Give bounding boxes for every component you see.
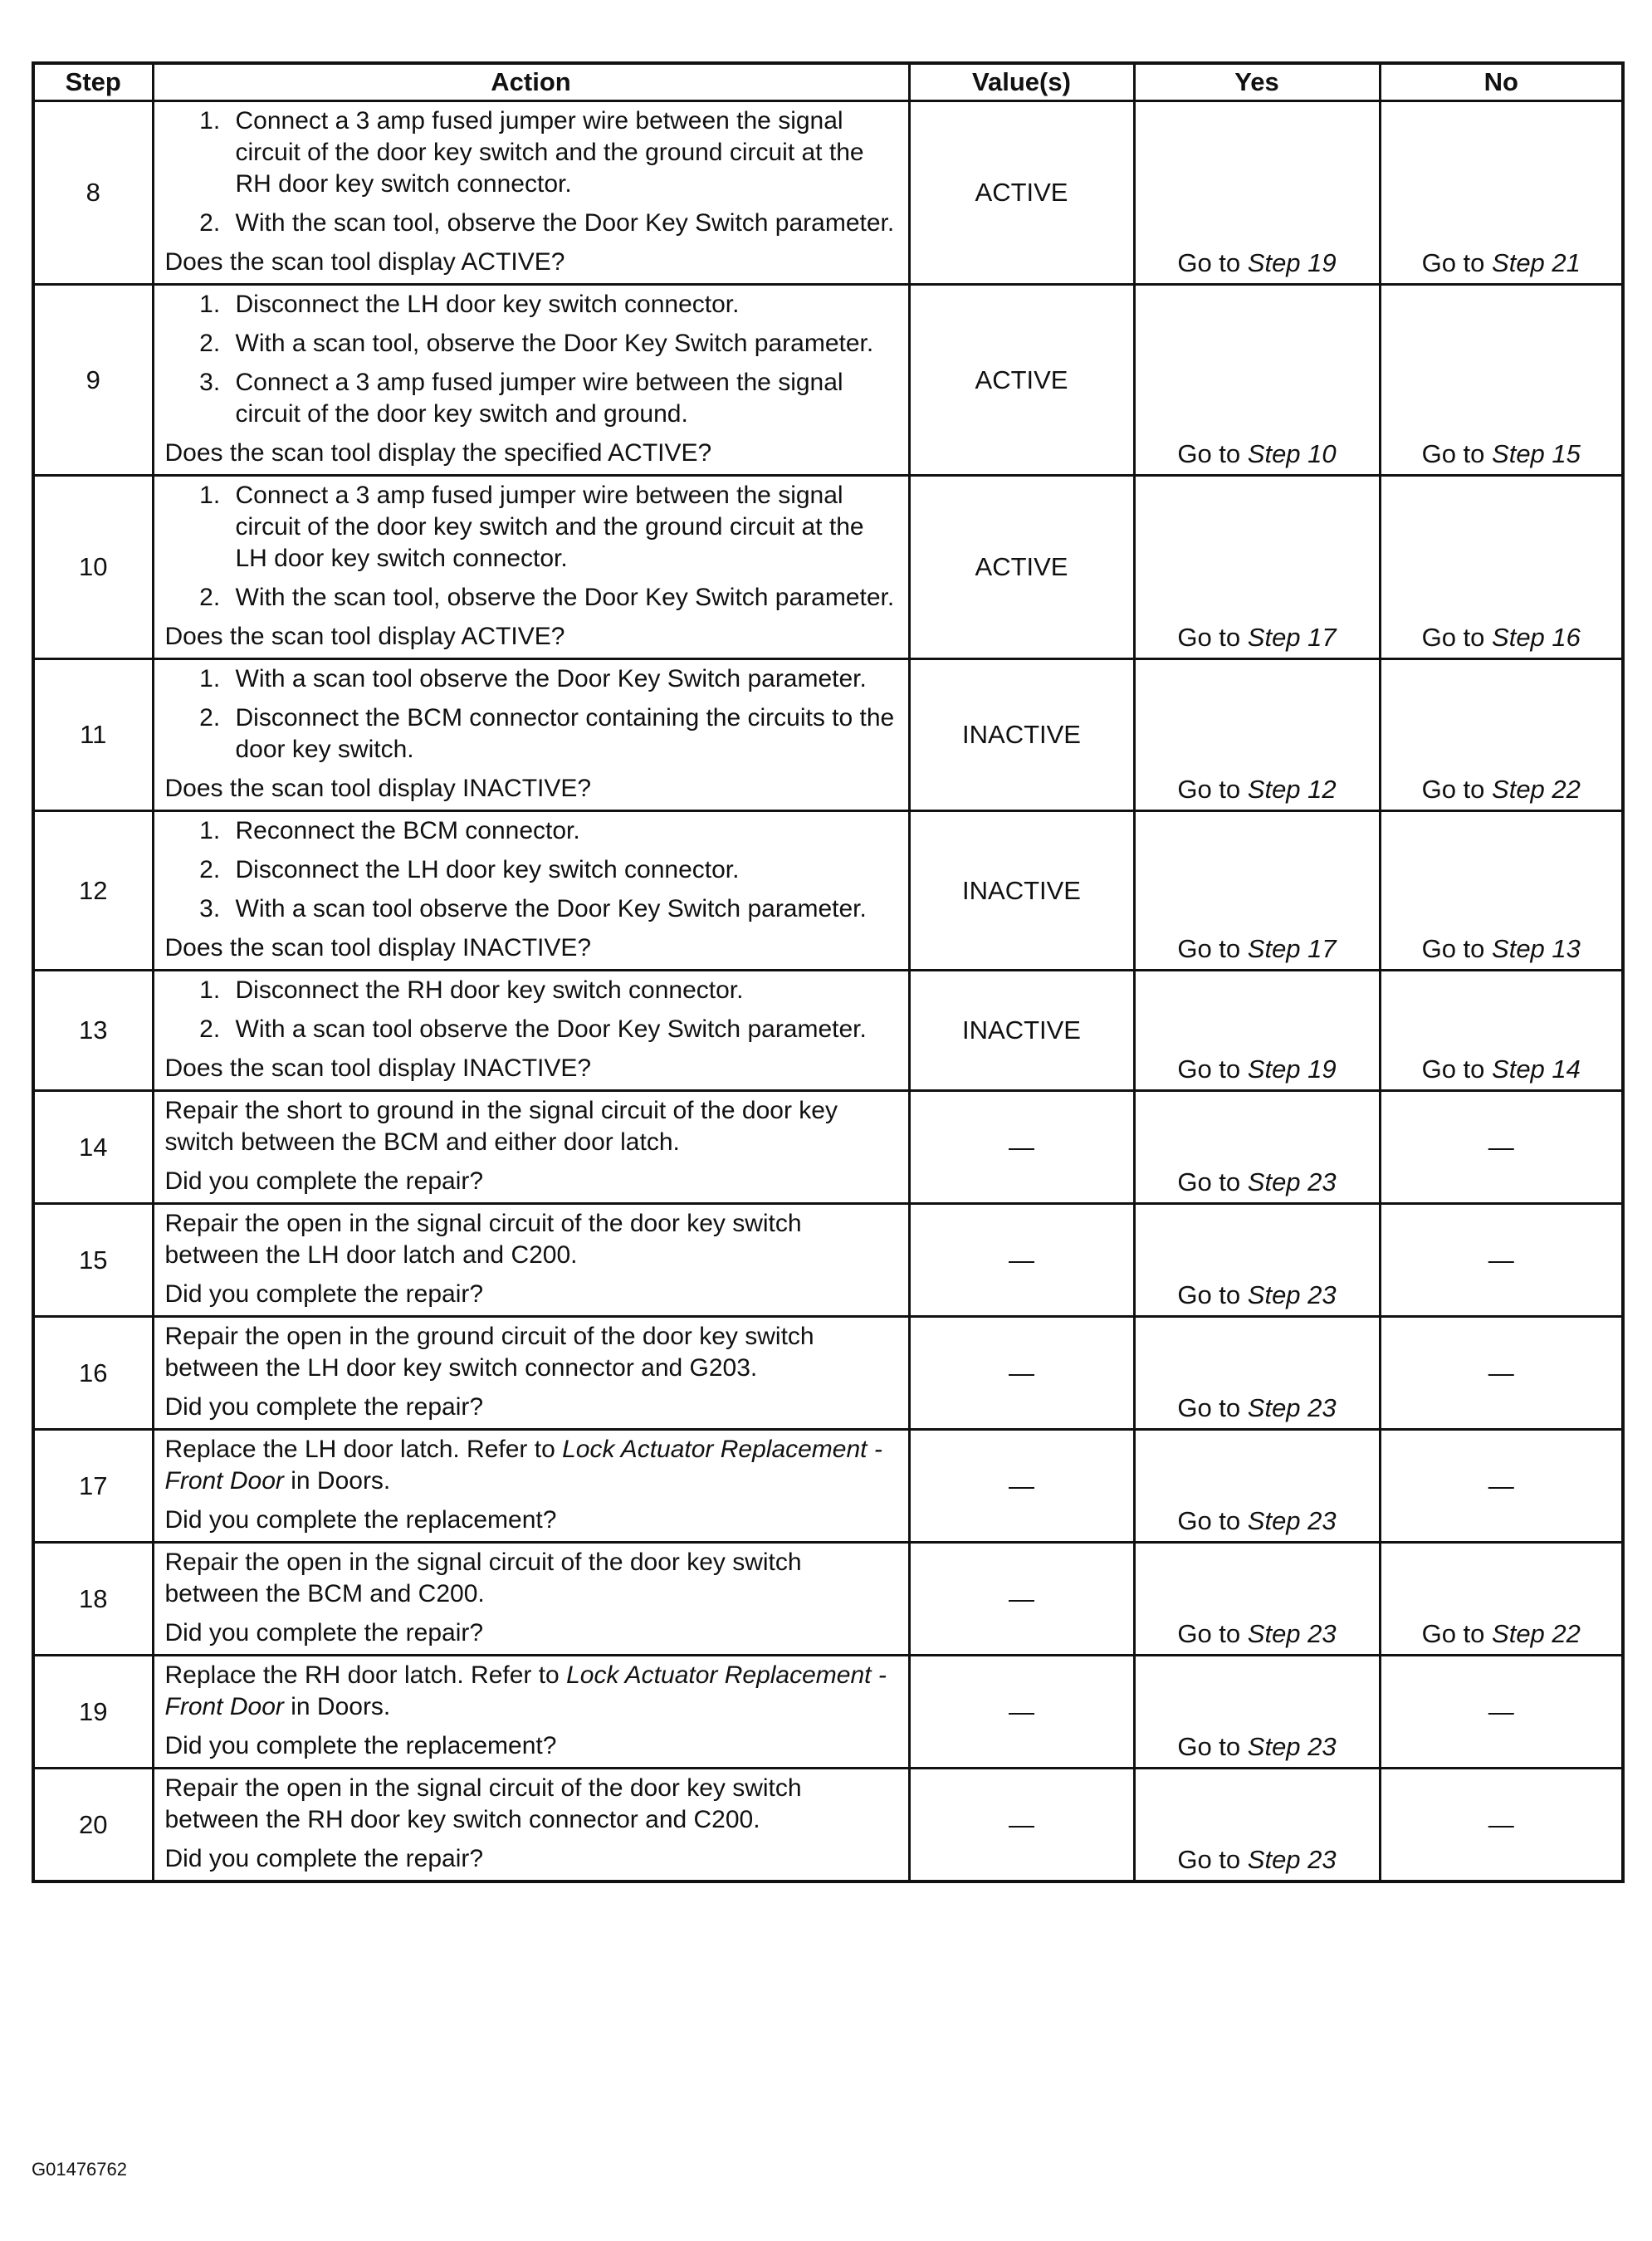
table-row: [33, 1769, 1623, 1882]
no-cell: [1380, 659, 1623, 811]
no-prefix: Go to: [1421, 1619, 1485, 1648]
yes-step-ref: Step 17: [1247, 934, 1337, 963]
action-steps: [165, 663, 898, 766]
no-prefix: Go to: [1421, 1054, 1485, 1084]
header-yes: Yes: [1134, 63, 1380, 101]
no-cell: —: [1380, 1769, 1623, 1882]
no-step-ref: Step 13: [1492, 934, 1581, 963]
yes-step-ref: Step 10: [1247, 439, 1337, 468]
action-steps: [165, 105, 898, 239]
no-prefix: Go to: [1421, 775, 1485, 804]
action-question: Did you complete the repair?: [164, 1845, 484, 1872]
action-step: 2. With a scan tool, observe the Door Key Switch parameter.: [227, 328, 898, 360]
action-cell: [153, 476, 909, 659]
action-question: Does the scan tool display INACTIVE?: [164, 1054, 592, 1082]
yes-cell: [1134, 285, 1380, 476]
table-row: [33, 1543, 1623, 1656]
action-question: Does the scan tool display ACTIVE?: [164, 248, 565, 276]
action-question: Did you complete the replacement?: [164, 1506, 557, 1534]
table-row: [33, 971, 1623, 1091]
step-number: 8: [33, 101, 153, 285]
no-step-ref: Step 21: [1492, 248, 1581, 277]
action-text-part: in Doors.: [283, 1693, 391, 1720]
no-cell: [1380, 101, 1623, 285]
no-prefix: Go to: [1421, 623, 1485, 652]
action-cell: [153, 971, 909, 1091]
header-step: Step: [33, 63, 153, 101]
table-row: [33, 811, 1623, 971]
action-step: 1. Reconnect the BCM connector.: [227, 815, 898, 847]
no-prefix: Go to: [1421, 248, 1485, 277]
step-number: 10: [33, 476, 153, 659]
action-cell: [153, 285, 909, 476]
action-step: 1. Disconnect the LH door key switch connector.: [227, 289, 898, 320]
yes-step-ref: Step 23: [1247, 1732, 1337, 1761]
action-steps: [165, 289, 898, 430]
yes-cell: [1134, 476, 1380, 659]
figure-id: G01476762: [32, 2159, 127, 2180]
yes-prefix: Go to: [1177, 1167, 1241, 1196]
no-step-ref: Step 14: [1492, 1054, 1581, 1084]
yes-cell: [1134, 1543, 1380, 1656]
no-cell: —: [1380, 1656, 1623, 1769]
value-cell: INACTIVE: [909, 659, 1134, 811]
yes-prefix: Go to: [1177, 1506, 1241, 1535]
action-text: Repair the open in the signal circuit of the door key switch between the RH door key switch connector and C200.: [164, 1774, 802, 1833]
no-prefix: Go to: [1421, 439, 1485, 468]
value-cell: —: [909, 1656, 1134, 1769]
action-question: Did you complete the repair?: [164, 1393, 484, 1421]
value-cell: —: [909, 1317, 1134, 1430]
yes-cell: [1134, 101, 1380, 285]
action-cell: [153, 1317, 909, 1430]
yes-step-ref: Step 12: [1247, 775, 1337, 804]
no-step-ref: Step 22: [1492, 1619, 1581, 1648]
no-step-ref: Step 15: [1492, 439, 1581, 468]
step-number: 17: [33, 1430, 153, 1543]
action-text: [165, 1434, 898, 1497]
yes-step-ref: Step 17: [1247, 623, 1337, 652]
action-step: 2. With the scan tool, observe the Door Key Switch parameter.: [227, 582, 898, 614]
header-no: No: [1380, 63, 1623, 101]
yes-prefix: Go to: [1177, 248, 1241, 277]
action-step: 3. With a scan tool observe the Door Key Switch parameter.: [227, 893, 898, 925]
yes-step-ref: Step 23: [1247, 1845, 1337, 1874]
diagnostic-table: [32, 61, 1625, 1883]
no-prefix: Go to: [1421, 934, 1485, 963]
yes-prefix: Go to: [1177, 623, 1241, 652]
value-cell: —: [909, 1430, 1134, 1543]
yes-prefix: Go to: [1177, 775, 1241, 804]
value-cell: ACTIVE: [909, 285, 1134, 476]
no-cell: [1380, 971, 1623, 1091]
yes-prefix: Go to: [1177, 1280, 1241, 1309]
action-step: 3. Connect a 3 amp fused jumper wire between the signal circuit of the door key switch and ground.: [227, 367, 898, 430]
step-number: 12: [33, 811, 153, 971]
table-body: [33, 101, 1623, 1882]
step-number: 16: [33, 1317, 153, 1430]
action-text: Repair the open in the signal circuit of the door key switch between the BCM and C200.: [164, 1549, 802, 1607]
yes-step-ref: Step 23: [1247, 1506, 1337, 1535]
action-step: 1. With a scan tool observe the Door Key Switch parameter.: [227, 663, 898, 695]
yes-step-ref: Step 23: [1247, 1393, 1337, 1422]
step-number: 18: [33, 1543, 153, 1656]
action-text-part: in Doors.: [283, 1467, 391, 1495]
action-step: 1. Connect a 3 amp fused jumper wire between the signal circuit of the door key switch and the ground circuit at the LH door key switch connector.: [227, 480, 898, 575]
action-steps: [165, 975, 898, 1045]
yes-cell: [1134, 1430, 1380, 1543]
table-row: [33, 1204, 1623, 1317]
yes-prefix: Go to: [1177, 1732, 1241, 1761]
yes-step-ref: Step 23: [1247, 1280, 1337, 1309]
action-question: Did you complete the repair?: [164, 1167, 484, 1195]
action-step: 1. Disconnect the RH door key switch connector.: [227, 975, 898, 1006]
yes-step-ref: Step 19: [1247, 248, 1337, 277]
value-cell: —: [909, 1543, 1134, 1656]
no-step-ref: Step 22: [1492, 775, 1581, 804]
action-text: Repair the short to ground in the signal circuit of the door key switch between the BCM and either door latch.: [164, 1097, 838, 1156]
yes-cell: [1134, 1204, 1380, 1317]
action-text-part: Replace the LH door latch. Refer to: [164, 1436, 563, 1463]
table-row: [33, 476, 1623, 659]
action-step: 2. With a scan tool observe the Door Key Switch parameter.: [227, 1014, 898, 1045]
value-cell: INACTIVE: [909, 971, 1134, 1091]
action-text-part: Replace the RH door latch. Refer to: [164, 1661, 567, 1689]
yes-cell: [1134, 811, 1380, 971]
step-number: 19: [33, 1656, 153, 1769]
action-step: 1. Connect a 3 amp fused jumper wire between the signal circuit of the door key switch and the ground circuit at the RH door key switch connector.: [227, 105, 898, 200]
action-text: Repair the open in the signal circuit of the door key switch between the LH door latch and C200.: [164, 1210, 802, 1269]
action-cell: [153, 659, 909, 811]
action-text: [165, 1660, 898, 1723]
table-row: [33, 1430, 1623, 1543]
no-step-ref: Step 16: [1492, 623, 1581, 652]
header-action: Action: [153, 63, 909, 101]
no-cell: —: [1380, 1317, 1623, 1430]
action-steps: [165, 815, 898, 925]
yes-step-ref: Step 19: [1247, 1054, 1337, 1084]
no-cell: [1380, 285, 1623, 476]
yes-prefix: Go to: [1177, 1845, 1241, 1874]
action-step: 2. With the scan tool, observe the Door Key Switch parameter.: [227, 208, 898, 239]
table-row: [33, 1317, 1623, 1430]
action-question: Did you complete the replacement?: [164, 1732, 557, 1759]
action-cell: [153, 1656, 909, 1769]
header-row: [33, 63, 1623, 101]
step-number: 11: [33, 659, 153, 811]
step-number: 15: [33, 1204, 153, 1317]
action-question: Does the scan tool display INACTIVE?: [164, 934, 592, 961]
yes-cell: [1134, 1769, 1380, 1882]
value-cell: ACTIVE: [909, 476, 1134, 659]
step-number: 13: [33, 971, 153, 1091]
action-question: Did you complete the repair?: [164, 1280, 484, 1308]
value-cell: INACTIVE: [909, 811, 1134, 971]
reference-title: Lock Actuator Replacement - Front Door: [164, 1661, 887, 1720]
yes-prefix: Go to: [1177, 1054, 1241, 1084]
table-row: [33, 101, 1623, 285]
action-cell: [153, 1769, 909, 1882]
action-cell: [153, 101, 909, 285]
action-cell: [153, 811, 909, 971]
value-cell: —: [909, 1769, 1134, 1882]
action-cell: [153, 1543, 909, 1656]
action-steps: [165, 480, 898, 614]
header-values: Value(s): [909, 63, 1134, 101]
table-row: [33, 285, 1623, 476]
action-cell: [153, 1204, 909, 1317]
action-question: Did you complete the repair?: [164, 1619, 484, 1646]
no-cell: [1380, 476, 1623, 659]
action-step: 2. Disconnect the BCM connector containing the circuits to the door key switch.: [227, 702, 898, 766]
value-cell: —: [909, 1204, 1134, 1317]
value-cell: ACTIVE: [909, 101, 1134, 285]
no-cell: [1380, 811, 1623, 971]
action-cell: [153, 1091, 909, 1204]
action-cell: [153, 1430, 909, 1543]
no-cell: —: [1380, 1430, 1623, 1543]
yes-prefix: Go to: [1177, 1619, 1241, 1648]
yes-cell: [1134, 1656, 1380, 1769]
yes-step-ref: Step 23: [1247, 1167, 1337, 1196]
no-cell: [1380, 1543, 1623, 1656]
no-cell: —: [1380, 1204, 1623, 1317]
table-row: [33, 1091, 1623, 1204]
step-number: 14: [33, 1091, 153, 1204]
yes-step-ref: Step 23: [1247, 1619, 1337, 1648]
step-number: 9: [33, 285, 153, 476]
reference-title: Lock Actuator Replacement - Front Door: [164, 1436, 882, 1495]
yes-cell: [1134, 659, 1380, 811]
table-row: [33, 659, 1623, 811]
yes-prefix: Go to: [1177, 439, 1241, 468]
no-cell: —: [1380, 1091, 1623, 1204]
action-question: Does the scan tool display ACTIVE?: [164, 623, 565, 650]
action-step: 2. Disconnect the LH door key switch connector.: [227, 854, 898, 886]
yes-cell: [1134, 1317, 1380, 1430]
table-row: [33, 1656, 1623, 1769]
yes-prefix: Go to: [1177, 934, 1241, 963]
yes-prefix: Go to: [1177, 1393, 1241, 1422]
step-number: 20: [33, 1769, 153, 1882]
yes-cell: [1134, 971, 1380, 1091]
value-cell: —: [909, 1091, 1134, 1204]
action-question: Does the scan tool display the specified ACTIVE?: [164, 439, 712, 467]
action-question: Does the scan tool display INACTIVE?: [164, 775, 592, 802]
yes-cell: [1134, 1091, 1380, 1204]
action-text: Repair the open in the ground circuit of the door key switch between the LH door key switch connector and G203.: [164, 1323, 814, 1382]
